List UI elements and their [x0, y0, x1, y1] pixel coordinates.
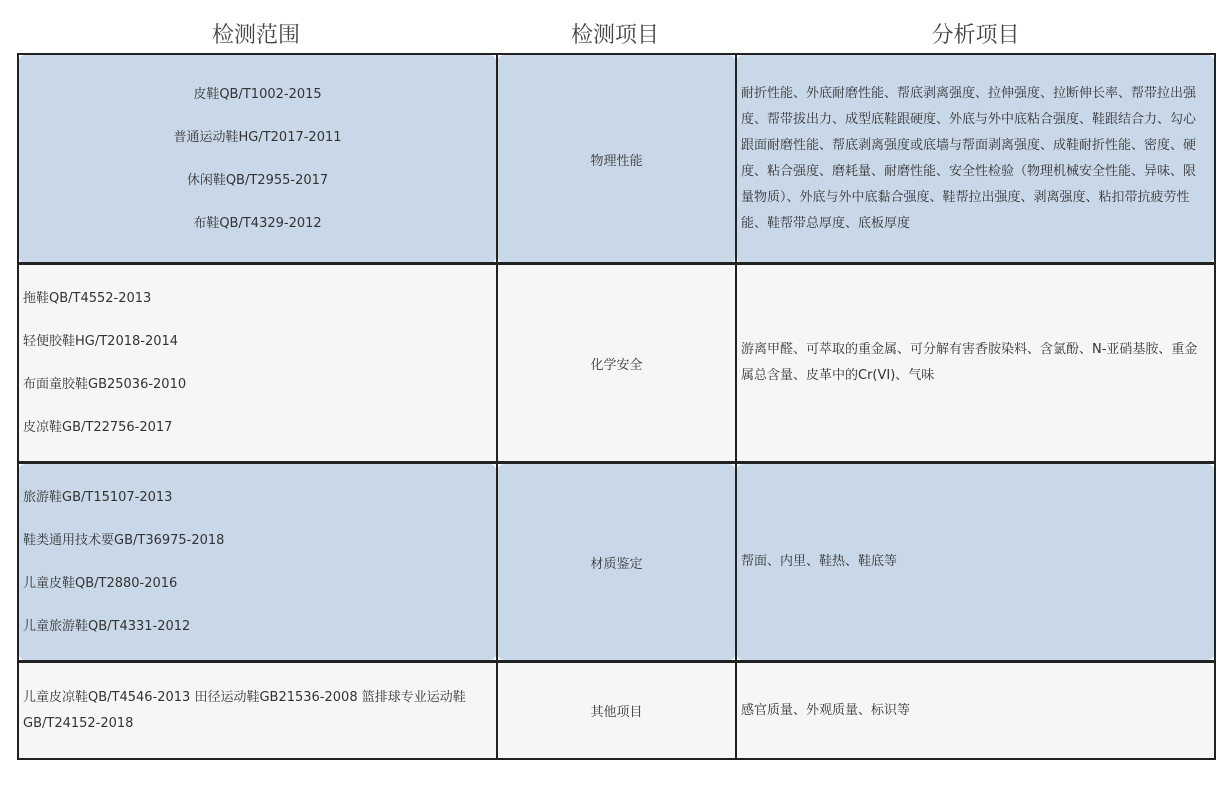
scope-standard: 鞋类通用技术要GB/T36975-2018 [23, 533, 225, 548]
scope-standard: 轻便胶鞋HG/T2018-2014 [23, 334, 179, 349]
analysis-cell [737, 55, 1214, 263]
scope-standard: 布面童胶鞋GB25036-2010 [23, 377, 187, 392]
scope-standard: 休闲鞋QB/T2955-2017 [186, 173, 329, 188]
scope-standard: 儿童旅游鞋QB/T4331-2012 [23, 619, 191, 634]
header-item: 检测项目 [570, 23, 659, 48]
scope-cell [19, 265, 496, 461]
scope-standard: 儿童皮凉鞋QB/T4546-2013 田径运动鞋GB21536-2008 篮排球专业运动鞋GB/T24152-2018 [23, 689, 466, 731]
item-label: 化学安全 [590, 357, 643, 373]
table-row [19, 55, 1214, 263]
item-label: 材质鉴定 [590, 556, 643, 572]
inspection-table [17, 53, 1216, 760]
item-label: 物理性能 [590, 153, 643, 169]
table-row [19, 464, 1214, 660]
scope-standard: 皮凉鞋GB/T22756-2017 [23, 420, 173, 435]
table-row [19, 265, 1214, 461]
item-cell [498, 265, 735, 461]
item-label: 其他项目 [590, 705, 643, 720]
analysis-cell [737, 663, 1214, 758]
item-cell [498, 55, 735, 263]
analysis-text: 帮面、内里、鞋热、鞋底等 [741, 554, 898, 569]
analysis-cell [737, 265, 1214, 461]
column-divider [496, 55, 498, 758]
table-header [17, 18, 1216, 54]
scope-standard: 旅游鞋GB/T15107-2013 [23, 490, 173, 505]
scope-cell [19, 663, 496, 758]
scope-standard: 儿童皮鞋QB/T2880-2016 [23, 576, 178, 591]
scope-standard: 普通运动鞋HG/T2017-2011 [173, 130, 342, 145]
scope-standard: 皮鞋QB/T1002-2015 [193, 87, 322, 102]
table-row [19, 663, 1214, 758]
analysis-text: 耐折性能、外底耐磨性能、帮底剥离强度、拉伸强度、拉断伸长率、帮带拉出强度、帮带拔出力、成型底鞋跟硬度、外底与外中底粘合强度、鞋跟结合力、勾心跟面耐磨性能、帮底剥离强度或底墙与帮面剥离强度、成鞋耐折性能、密度、硬度、粘合强度、磨耗量、耐磨性能、安全性检验（物理机械安全性能、异味、限量物质）、外底与外中底黏合强度、鞋帮拉出强度、剥离强度、粘扣带抗疲劳性能、鞋帮带总厚度、底板厚度 [741, 86, 1197, 231]
item-cell [498, 663, 735, 758]
header-analysis: 分析项目 [931, 23, 1020, 48]
header-scope: 检测范围 [211, 23, 300, 48]
column-divider [735, 55, 737, 758]
scope-cell [19, 464, 496, 660]
analysis-text: 游离甲醛、可萃取的重金属、可分解有害香胺染料、含氯酚、N-亚硝基胺、重金属总含量、皮革中的Cr(VI)、气味 [741, 342, 1198, 383]
item-cell [498, 464, 735, 660]
scope-standard: 布鞋QB/T4329-2012 [193, 216, 322, 231]
analysis-cell [737, 464, 1214, 660]
scope-cell [19, 55, 496, 263]
scope-standard: 拖鞋QB/T4552-2013 [23, 291, 152, 306]
analysis-text: 感官质量、外观质量、标识等 [741, 702, 911, 718]
